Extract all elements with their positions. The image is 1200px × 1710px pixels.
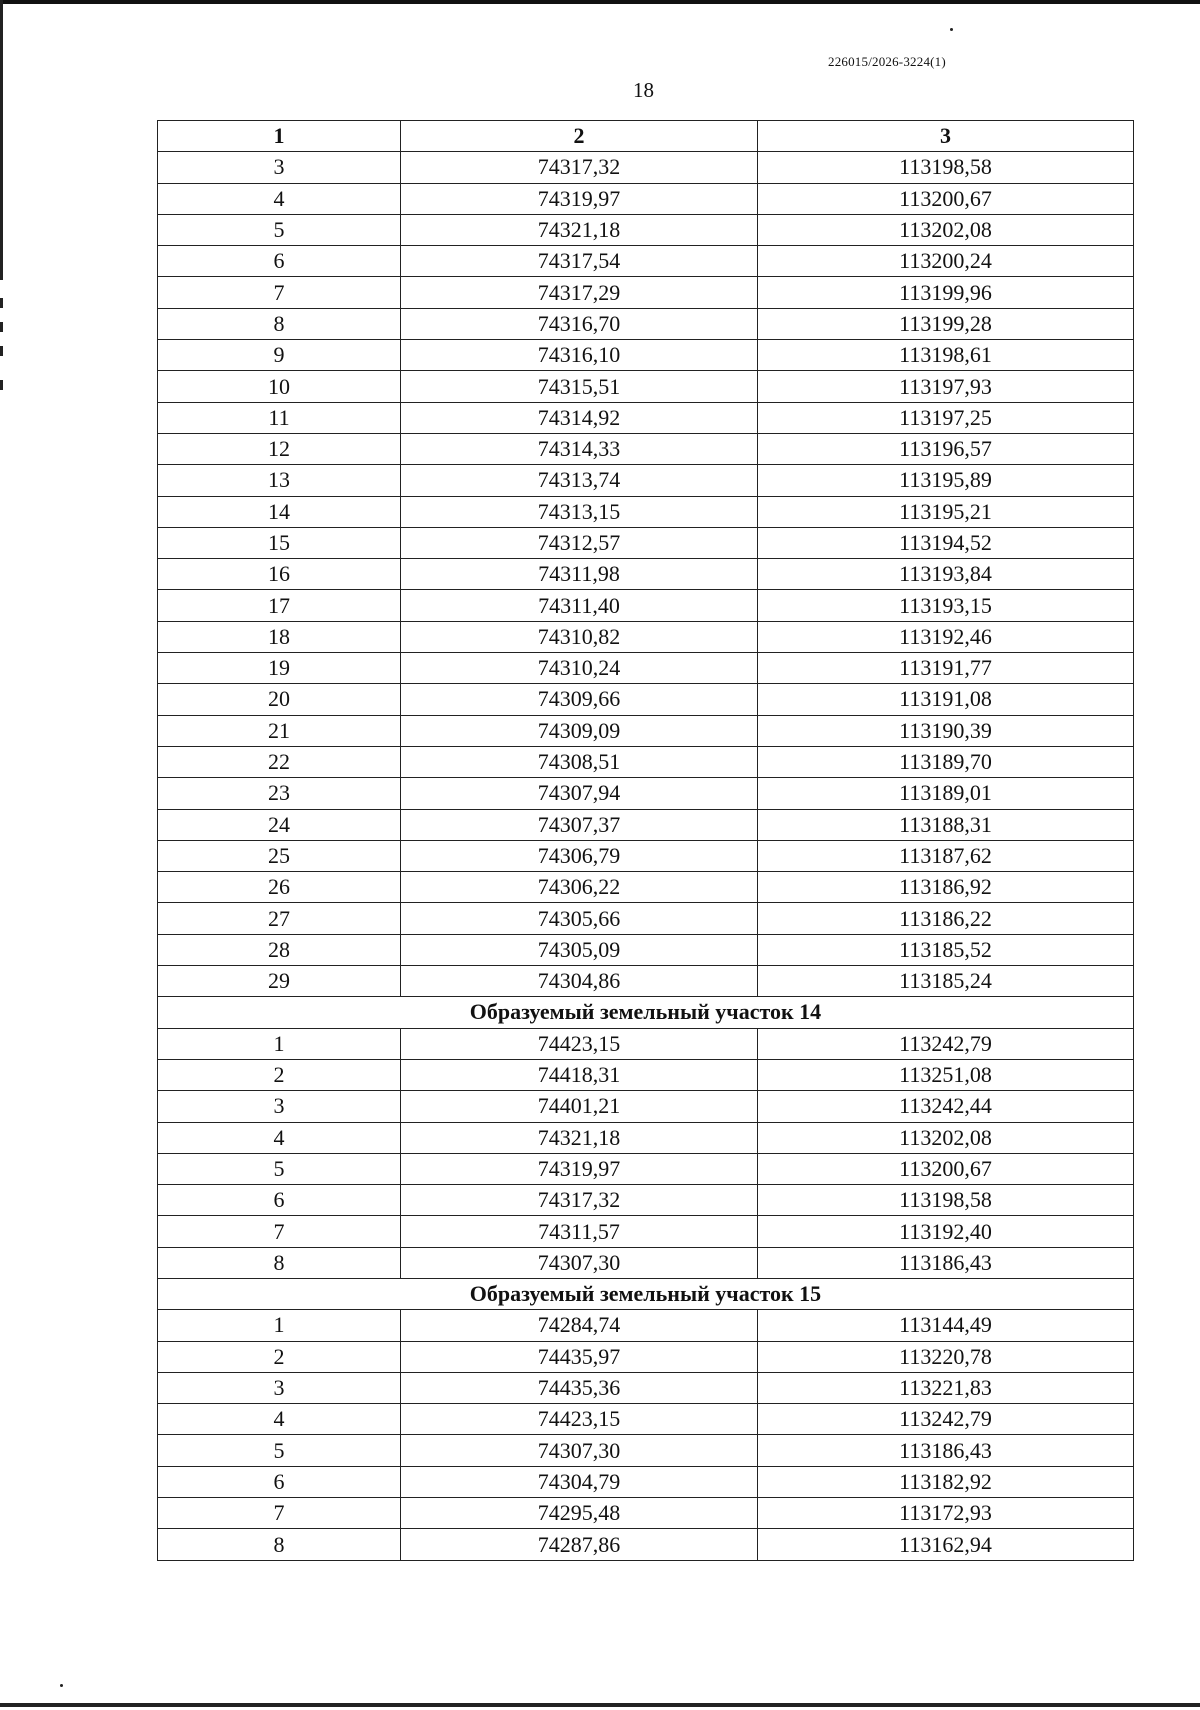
y-coordinate-cell: 113185,24 <box>758 966 1134 997</box>
x-coordinate-cell: 74309,09 <box>401 715 758 746</box>
y-coordinate-cell: 113189,01 <box>758 778 1134 809</box>
y-coordinate-cell: 113191,08 <box>758 684 1134 715</box>
point-number-cell: 3 <box>158 1372 401 1403</box>
point-number-cell: 24 <box>158 809 401 840</box>
column-header-number: 1 <box>158 121 401 152</box>
point-number-cell: 3 <box>158 1091 401 1122</box>
table-row <box>158 1216 1134 1247</box>
table-row <box>158 465 1134 496</box>
y-coordinate-cell: 113251,08 <box>758 1059 1134 1090</box>
point-number-cell: 6 <box>158 1185 401 1216</box>
table-row <box>158 1435 1134 1466</box>
x-coordinate-cell: 74435,36 <box>401 1372 758 1403</box>
section-row <box>158 997 1134 1028</box>
y-coordinate-cell: 113172,93 <box>758 1498 1134 1529</box>
x-coordinate-cell: 74295,48 <box>401 1498 758 1529</box>
x-coordinate-cell: 74418,31 <box>401 1059 758 1090</box>
table-row <box>158 183 1134 214</box>
scan-speck <box>60 1684 63 1687</box>
x-coordinate-cell: 74311,40 <box>401 590 758 621</box>
point-number-cell: 23 <box>158 778 401 809</box>
table-row <box>158 308 1134 339</box>
x-coordinate-cell: 74321,18 <box>401 214 758 245</box>
y-coordinate-cell: 113187,62 <box>758 840 1134 871</box>
table-row <box>158 1310 1134 1341</box>
x-coordinate-cell: 74306,22 <box>401 872 758 903</box>
table-row <box>158 1498 1134 1529</box>
y-coordinate-cell: 113197,25 <box>758 402 1134 433</box>
y-coordinate-cell: 113191,77 <box>758 653 1134 684</box>
header-row <box>158 121 1134 152</box>
y-coordinate-cell: 113186,43 <box>758 1435 1134 1466</box>
document-id: 226015/2026-3224(1) <box>828 54 946 69</box>
table-row <box>158 152 1134 183</box>
table-row <box>158 1153 1134 1184</box>
x-coordinate-cell: 74311,98 <box>401 559 758 590</box>
y-coordinate-cell: 113202,08 <box>758 1122 1134 1153</box>
section-title: Образуемый земельный участок 15 <box>158 1278 1134 1309</box>
point-number-cell: 8 <box>158 1247 401 1278</box>
point-number-cell: 28 <box>158 934 401 965</box>
x-coordinate-cell: 74423,15 <box>401 1028 758 1059</box>
point-number-cell: 1 <box>158 1028 401 1059</box>
x-coordinate-cell: 74315,51 <box>401 371 758 402</box>
scan-left-mark <box>0 298 3 308</box>
y-coordinate-cell: 113198,58 <box>758 152 1134 183</box>
x-coordinate-cell: 74317,32 <box>401 152 758 183</box>
x-coordinate-cell: 74304,79 <box>401 1466 758 1497</box>
x-coordinate-cell: 74307,94 <box>401 778 758 809</box>
y-coordinate-cell: 113188,31 <box>758 809 1134 840</box>
x-coordinate-cell: 74311,57 <box>401 1216 758 1247</box>
scan-left-mark <box>0 322 3 332</box>
table-row <box>158 746 1134 777</box>
table-row <box>158 277 1134 308</box>
x-coordinate-cell: 74305,09 <box>401 934 758 965</box>
point-number-cell: 19 <box>158 653 401 684</box>
table-row <box>158 1091 1134 1122</box>
point-number-cell: 17 <box>158 590 401 621</box>
x-coordinate-cell: 74314,33 <box>401 433 758 464</box>
table-row <box>158 246 1134 277</box>
scan-left-edge <box>0 0 3 280</box>
y-coordinate-cell: 113196,57 <box>758 433 1134 464</box>
scan-top-border <box>0 0 1200 4</box>
x-coordinate-cell: 74319,97 <box>401 183 758 214</box>
scan-left-mark <box>0 380 3 390</box>
x-coordinate-cell: 74305,66 <box>401 903 758 934</box>
y-coordinate-cell: 113199,28 <box>758 308 1134 339</box>
page-number: 18 <box>633 78 654 102</box>
point-number-cell: 21 <box>158 715 401 746</box>
point-number-cell: 8 <box>158 1529 401 1560</box>
table-row <box>158 527 1134 558</box>
x-coordinate-cell: 74321,18 <box>401 1122 758 1153</box>
x-coordinate-cell: 74284,74 <box>401 1310 758 1341</box>
x-coordinate-cell: 74307,30 <box>401 1435 758 1466</box>
point-number-cell: 13 <box>158 465 401 496</box>
scan-speck <box>950 28 953 31</box>
x-coordinate-cell: 74310,24 <box>401 653 758 684</box>
table-row <box>158 496 1134 527</box>
point-number-cell: 4 <box>158 1122 401 1153</box>
y-coordinate-cell: 113200,67 <box>758 1153 1134 1184</box>
x-coordinate-cell: 74307,37 <box>401 809 758 840</box>
y-coordinate-cell: 113198,61 <box>758 340 1134 371</box>
point-number-cell: 14 <box>158 496 401 527</box>
point-number-cell: 7 <box>158 277 401 308</box>
y-coordinate-cell: 113202,08 <box>758 214 1134 245</box>
x-coordinate-cell: 74310,82 <box>401 621 758 652</box>
x-coordinate-cell: 74308,51 <box>401 746 758 777</box>
y-coordinate-cell: 113199,96 <box>758 277 1134 308</box>
point-number-cell: 10 <box>158 371 401 402</box>
y-coordinate-cell: 113200,24 <box>758 246 1134 277</box>
x-coordinate-cell: 74314,92 <box>401 402 758 433</box>
x-coordinate-cell: 74401,21 <box>401 1091 758 1122</box>
table-row <box>158 840 1134 871</box>
point-number-cell: 2 <box>158 1059 401 1090</box>
point-number-cell: 4 <box>158 1404 401 1435</box>
point-number-cell: 27 <box>158 903 401 934</box>
x-coordinate-cell: 74423,15 <box>401 1404 758 1435</box>
x-coordinate-cell: 74304,86 <box>401 966 758 997</box>
y-coordinate-cell: 113242,79 <box>758 1404 1134 1435</box>
y-coordinate-cell: 113189,70 <box>758 746 1134 777</box>
point-number-cell: 3 <box>158 152 401 183</box>
table-row <box>158 778 1134 809</box>
point-number-cell: 25 <box>158 840 401 871</box>
x-coordinate-cell: 74316,10 <box>401 340 758 371</box>
point-number-cell: 20 <box>158 684 401 715</box>
x-coordinate-cell: 74306,79 <box>401 840 758 871</box>
table-row <box>158 1028 1134 1059</box>
point-number-cell: 11 <box>158 402 401 433</box>
y-coordinate-cell: 113195,89 <box>758 465 1134 496</box>
table-row <box>158 214 1134 245</box>
y-coordinate-cell: 113192,46 <box>758 621 1134 652</box>
column-header-x: 2 <box>401 121 758 152</box>
section-title: Образуемый земельный участок 14 <box>158 997 1134 1028</box>
y-coordinate-cell: 113194,52 <box>758 527 1134 558</box>
table-row <box>158 1059 1134 1090</box>
point-number-cell: 16 <box>158 559 401 590</box>
x-coordinate-cell: 74317,29 <box>401 277 758 308</box>
table-row <box>158 1185 1134 1216</box>
point-number-cell: 5 <box>158 214 401 245</box>
y-coordinate-cell: 113200,67 <box>758 183 1134 214</box>
table-row <box>158 1122 1134 1153</box>
point-number-cell: 2 <box>158 1341 401 1372</box>
x-coordinate-cell: 74313,15 <box>401 496 758 527</box>
point-number-cell: 8 <box>158 308 401 339</box>
point-number-cell: 7 <box>158 1498 401 1529</box>
table-row <box>158 340 1134 371</box>
table-body <box>158 152 1134 1560</box>
y-coordinate-cell: 113242,44 <box>758 1091 1134 1122</box>
x-coordinate-cell: 74317,54 <box>401 246 758 277</box>
point-number-cell: 4 <box>158 183 401 214</box>
y-coordinate-cell: 113195,21 <box>758 496 1134 527</box>
y-coordinate-cell: 113197,93 <box>758 371 1134 402</box>
table-row <box>158 872 1134 903</box>
point-number-cell: 15 <box>158 527 401 558</box>
y-coordinate-cell: 113144,49 <box>758 1310 1134 1341</box>
y-coordinate-cell: 113186,92 <box>758 872 1134 903</box>
table-row <box>158 715 1134 746</box>
table-row <box>158 621 1134 652</box>
scan-bottom-border <box>0 1703 1200 1707</box>
x-coordinate-cell: 74307,30 <box>401 1247 758 1278</box>
point-number-cell: 26 <box>158 872 401 903</box>
coordinates-table <box>157 120 1134 1561</box>
point-number-cell: 1 <box>158 1310 401 1341</box>
table-row <box>158 402 1134 433</box>
table-row <box>158 903 1134 934</box>
table-row <box>158 1341 1134 1372</box>
x-coordinate-cell: 74313,74 <box>401 465 758 496</box>
table-row <box>158 653 1134 684</box>
y-coordinate-cell: 113162,94 <box>758 1529 1134 1560</box>
y-coordinate-cell: 113192,40 <box>758 1216 1134 1247</box>
x-coordinate-cell: 74287,86 <box>401 1529 758 1560</box>
scan-left-mark <box>0 346 3 356</box>
table-row <box>158 934 1134 965</box>
column-header-y: 3 <box>758 121 1134 152</box>
point-number-cell: 6 <box>158 246 401 277</box>
y-coordinate-cell: 113186,22 <box>758 903 1134 934</box>
x-coordinate-cell: 74316,70 <box>401 308 758 339</box>
table-row <box>158 966 1134 997</box>
table-row <box>158 1466 1134 1497</box>
table-row <box>158 684 1134 715</box>
table-row <box>158 590 1134 621</box>
y-coordinate-cell: 113221,83 <box>758 1372 1134 1403</box>
point-number-cell: 29 <box>158 966 401 997</box>
point-number-cell: 9 <box>158 340 401 371</box>
point-number-cell: 5 <box>158 1153 401 1184</box>
y-coordinate-cell: 113193,84 <box>758 559 1134 590</box>
y-coordinate-cell: 113190,39 <box>758 715 1134 746</box>
point-number-cell: 7 <box>158 1216 401 1247</box>
y-coordinate-cell: 113198,58 <box>758 1185 1134 1216</box>
x-coordinate-cell: 74312,57 <box>401 527 758 558</box>
table-row <box>158 1247 1134 1278</box>
y-coordinate-cell: 113182,92 <box>758 1466 1134 1497</box>
table-row <box>158 559 1134 590</box>
point-number-cell: 5 <box>158 1435 401 1466</box>
section-row <box>158 1278 1134 1309</box>
table-row <box>158 1529 1134 1560</box>
y-coordinate-cell: 113220,78 <box>758 1341 1134 1372</box>
table-row <box>158 371 1134 402</box>
table-row <box>158 809 1134 840</box>
x-coordinate-cell: 74435,97 <box>401 1341 758 1372</box>
table-row <box>158 1404 1134 1435</box>
table-row <box>158 1372 1134 1403</box>
point-number-cell: 6 <box>158 1466 401 1497</box>
point-number-cell: 12 <box>158 433 401 464</box>
y-coordinate-cell: 113193,15 <box>758 590 1134 621</box>
x-coordinate-cell: 74317,32 <box>401 1185 758 1216</box>
y-coordinate-cell: 113185,52 <box>758 934 1134 965</box>
x-coordinate-cell: 74309,66 <box>401 684 758 715</box>
y-coordinate-cell: 113186,43 <box>758 1247 1134 1278</box>
point-number-cell: 22 <box>158 746 401 777</box>
point-number-cell: 18 <box>158 621 401 652</box>
table-row <box>158 433 1134 464</box>
x-coordinate-cell: 74319,97 <box>401 1153 758 1184</box>
y-coordinate-cell: 113242,79 <box>758 1028 1134 1059</box>
